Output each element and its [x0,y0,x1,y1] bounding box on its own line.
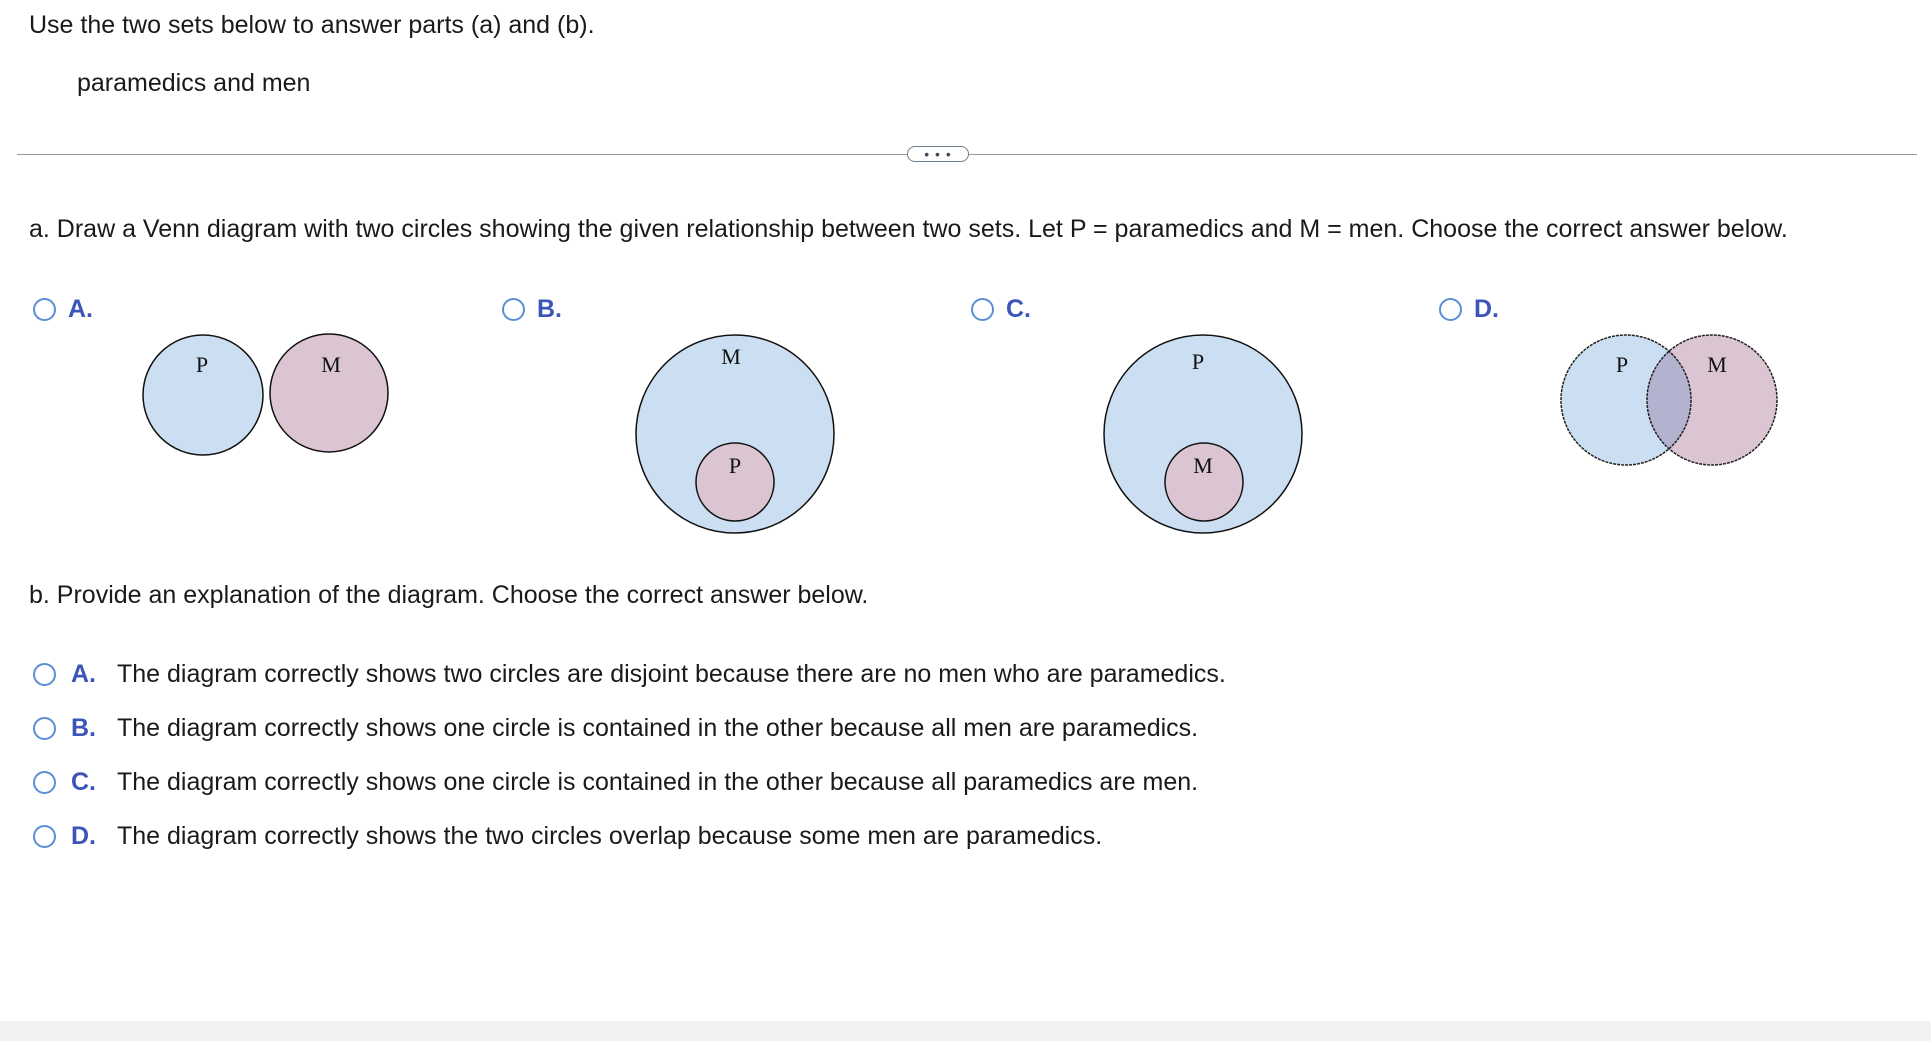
part-b-option-a[interactable] [33,659,1226,689]
part-a-question: a. Draw a Venn diagram with two circles showing the given relationship between two sets. Let P = paramedics and M = men. Choose the correct answer below. [29,215,1788,243]
label-p: P [1191,349,1205,374]
intro-text: Use the two sets below to answer parts (a) and (b). [29,11,595,39]
option-letter: C. [1006,295,1031,323]
option-letter: A. [71,660,96,688]
part-b-option-d[interactable] [33,821,1102,851]
label-m: M [321,352,341,377]
radio-button[interactable] [33,717,56,740]
option-letter: D. [71,822,96,850]
footer-bar [0,1021,1931,1041]
venn-diagram-p-inside-m [630,330,840,540]
label-m: M [721,344,741,369]
part-b-option-b[interactable] [33,713,1198,743]
part-b-option-c[interactable] [33,767,1198,797]
option-text: The diagram correctly shows two circles are disjoint because there are no men who are paramedics. [117,660,1226,688]
venn-diagram-m-inside-p [1098,330,1308,540]
option-letter: A. [68,295,93,323]
label-m: M [1707,352,1727,377]
radio-button[interactable] [33,298,56,321]
radio-button[interactable] [33,825,56,848]
sets-text: paramedics and men [77,69,311,97]
option-letter: D. [1474,295,1499,323]
radio-button[interactable] [1439,298,1462,321]
radio-button[interactable] [971,298,994,321]
show-more-button[interactable]: • • • [907,146,969,162]
part-b-question: b. Provide an explanation of the diagram. Choose the correct answer below. [29,581,869,609]
part-a-option-b[interactable] [502,295,562,324]
venn-diagram-disjoint [135,325,397,461]
option-text: The diagram correctly shows one circle is contained in the other because all paramedics are men. [117,768,1199,796]
label-p: P [195,352,209,377]
label-p: P [728,453,742,478]
option-letter: B. [537,295,562,323]
radio-button[interactable] [33,663,56,686]
part-a-option-d[interactable] [1439,295,1499,324]
venn-diagram-overlap [1560,327,1782,472]
option-text: The diagram correctly shows the two circles overlap because some men are paramedics. [117,822,1103,850]
radio-button[interactable] [502,298,525,321]
option-letter: C. [71,768,96,796]
radio-button[interactable] [33,771,56,794]
part-a-option-a[interactable] [33,295,93,324]
label-m: M [1193,453,1213,478]
option-letter: B. [71,714,96,742]
label-p: P [1615,352,1629,377]
part-a-option-c[interactable] [971,295,1031,324]
option-text: The diagram correctly shows one circle is contained in the other because all men are paramedics. [117,714,1199,742]
